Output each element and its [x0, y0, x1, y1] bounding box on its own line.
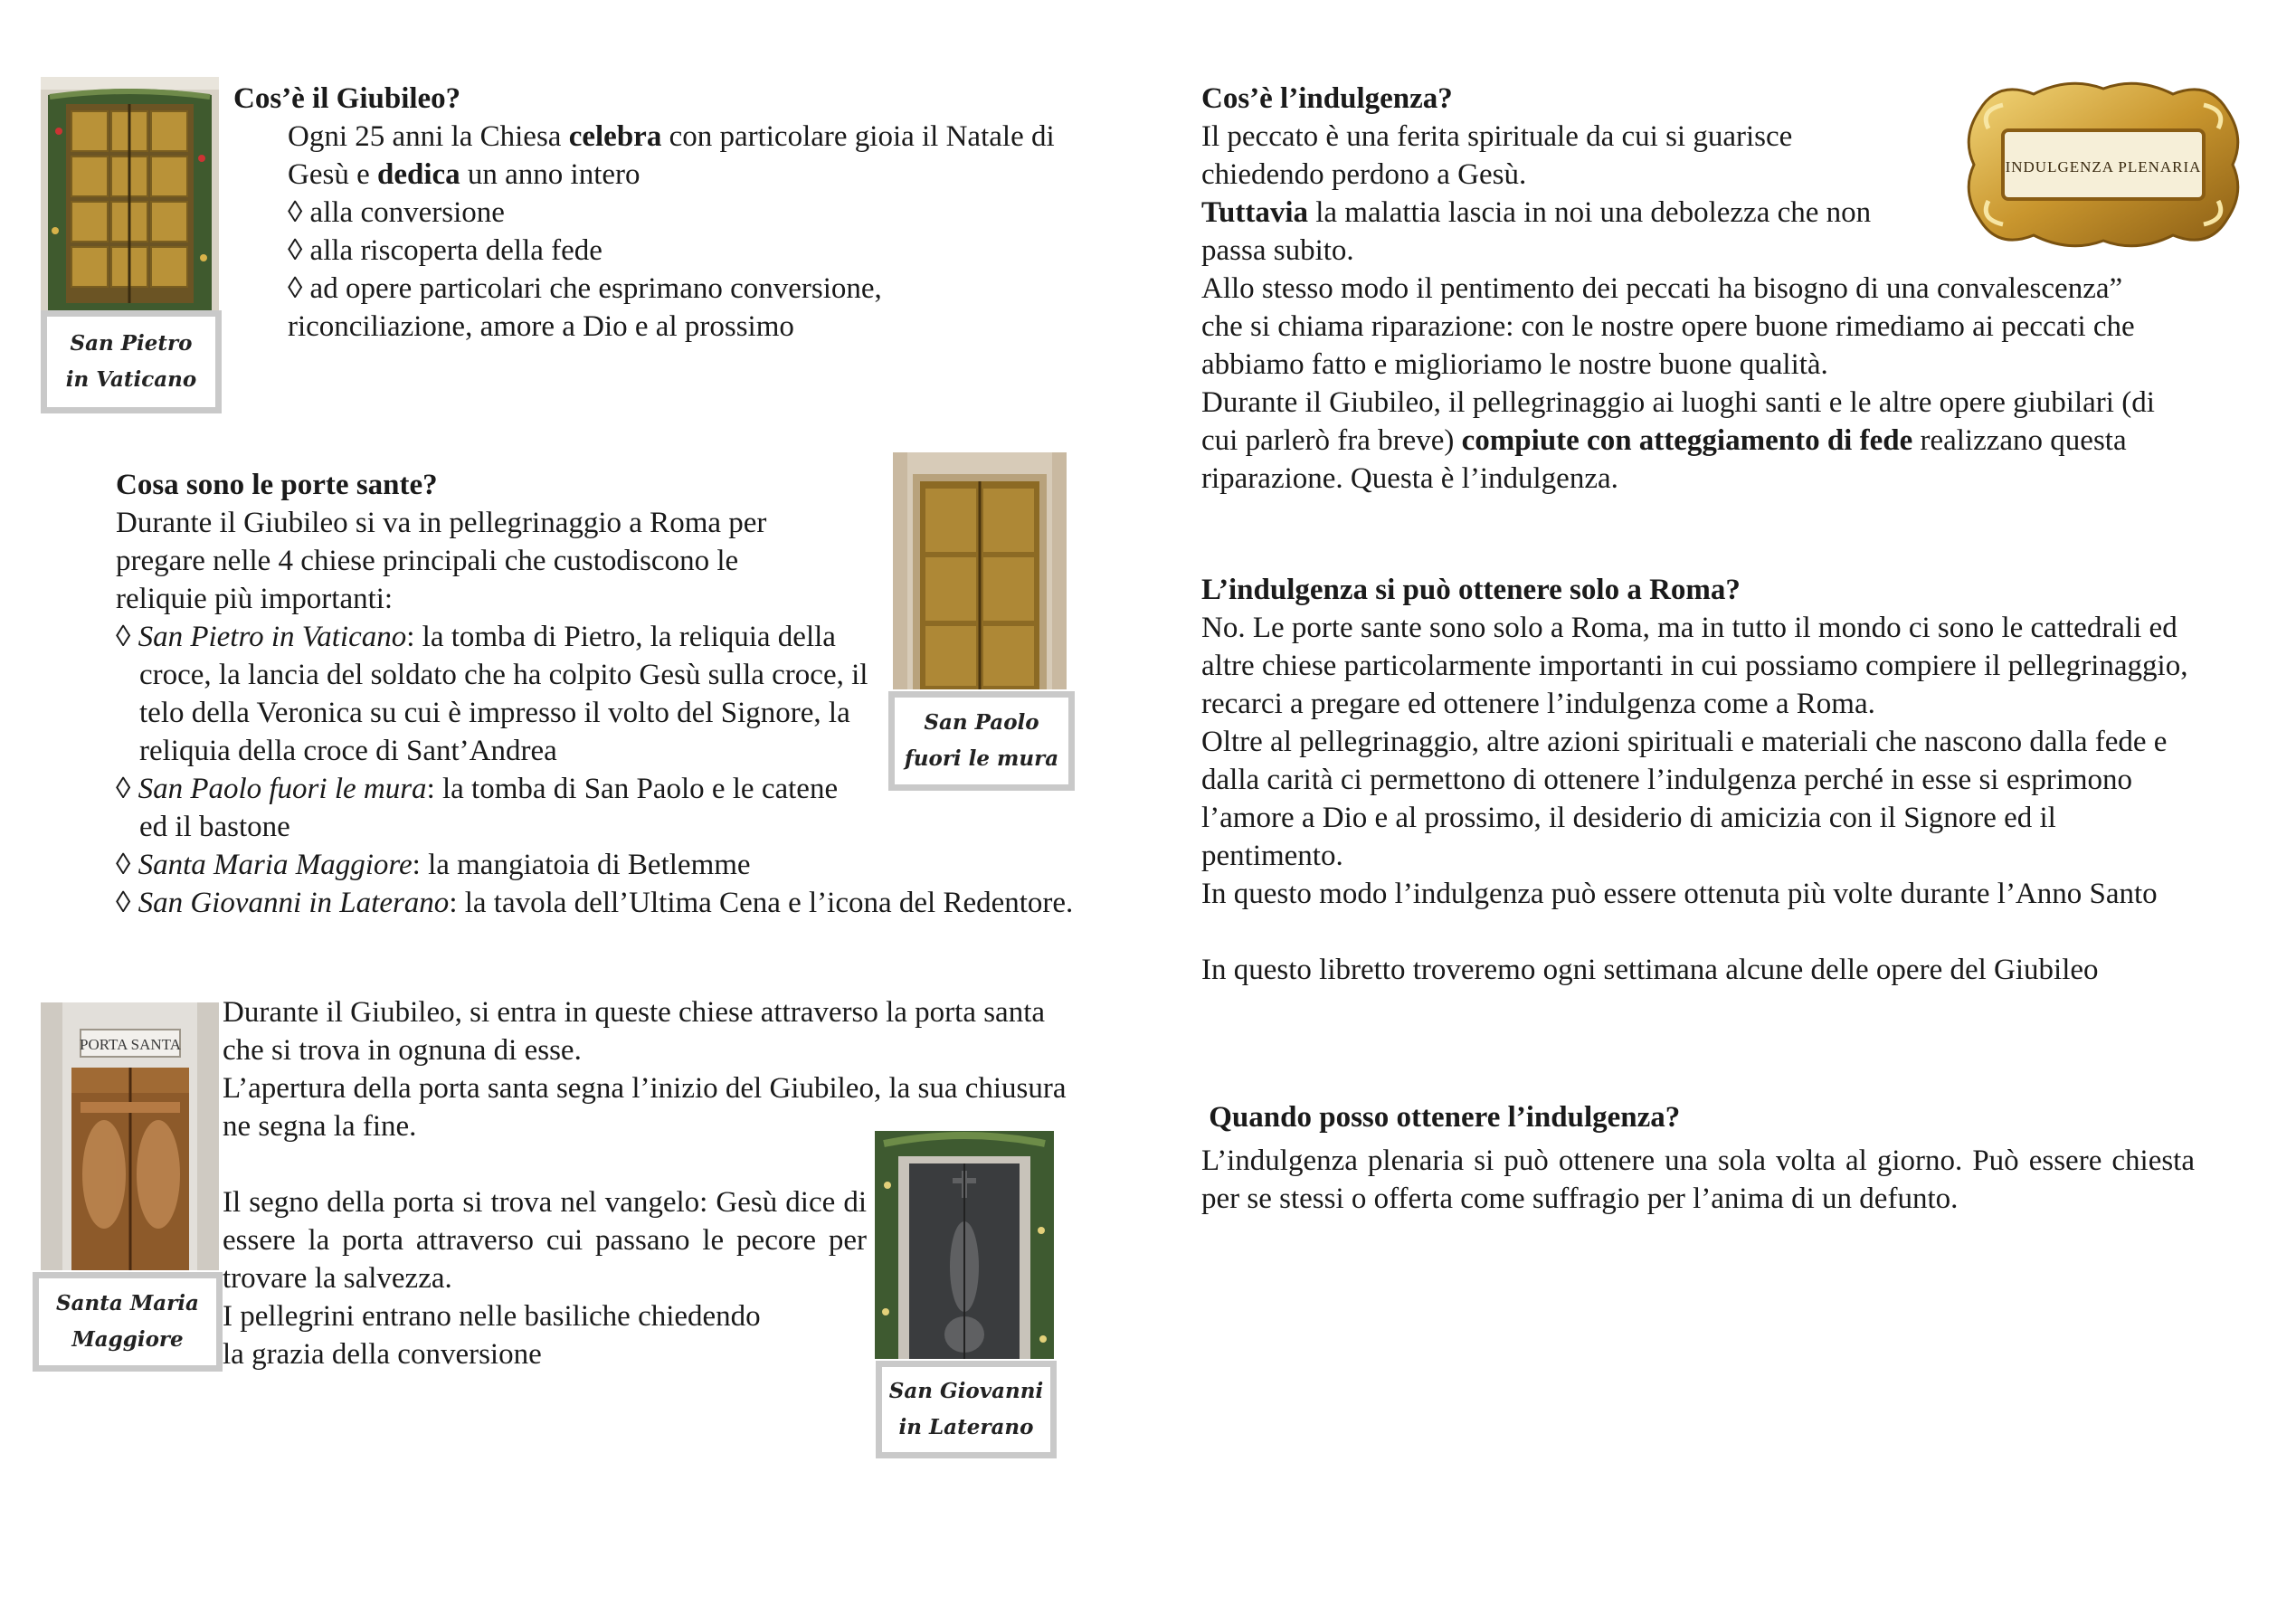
- porta-p2: L’apertura della porta santa segna l’inizio del Giubileo, la sua chiusura ne segna la fine.: [223, 1072, 1067, 1143]
- giubileo-intro: Ogni 25 anni la Chiesa celebra con particolare gioia il Natale di Gesù e dedica un anno intero: [288, 120, 1055, 191]
- plaque-text: INDULGENZA PLENARIA: [2005, 158, 2202, 176]
- giubileo-item: ◊ ad opere particolari che esprimano conversione, riconciliazione, amore a Dio e al prossimo: [288, 272, 882, 343]
- san-giovanni-door-photo: [875, 1131, 1054, 1359]
- santa-maria-caption: Santa Maria Maggiore: [33, 1272, 223, 1372]
- heading-giubileo: Cos’è il Giubileo?: [233, 82, 461, 115]
- section-giubileo: [233, 80, 1120, 346]
- roma-p2: Oltre al pellegrinaggio, altre azioni spirituali e materiali che nascono dalla fede e dalla carità ci permettono di ottenere l’indulgenza perché in esse si esprimono l’amore a Dio e al prossimo, il desiderio di amicizia con il Signore ed il pentimento.: [1201, 726, 2168, 872]
- roma-p3: In questo modo l’indulgenza può essere ottenuta più volte durante l’Anno Santo: [1201, 878, 2158, 910]
- santa-maria-door-photo: [41, 1002, 219, 1270]
- san-paolo-caption: San Paolo fuori le mura: [888, 691, 1075, 791]
- indulgenza-paragraph: Durante il Giubileo, il pellegrinaggio ai luoghi santi e le altre opere giubilari (di cui parlerò fra breve) compiute con atteggiamento di fede realizzano questa riparazione. Questa è l’indulgenza.: [1201, 386, 2155, 495]
- roma-p1: No. Le porte sante sono solo a Roma, ma in tutto il mondo ci sono le cattedrali ed altre chiese particolarmente importanti in cui possiamo compiere il pellegrinaggio, recarci a pregare ed ottenere l’indulgenza come a Roma.: [1201, 612, 2188, 720]
- indulgenza-line: chiedendo perdono a Gesù.: [1201, 158, 1527, 191]
- san-giovanni-caption: San Giovanni in Laterano: [876, 1361, 1057, 1458]
- indulgenza-line: Il peccato è una ferita spirituale da cui si guarisce: [1201, 120, 1793, 153]
- san-pietro-door-photo: [41, 77, 219, 310]
- porta-p4: I pellegrini entrano nelle basiliche chiedendo la grazia della conversione: [223, 1300, 761, 1371]
- section-porte-sante: [116, 466, 1080, 922]
- basilica-item: ◊ San Pietro in Vaticano: la tomba di Pietro, la reliquia della croce, la lancia del soldato che ha colpito Gesù sulla croce, il telo della Veronica su cui è impresso il volto del Signore, la reliquia della croce di Sant’Andrea: [116, 621, 868, 767]
- basilica-item: ◊ San Paolo fuori le mura: la tomba di San Paolo e le catene ed il bastone: [116, 773, 839, 843]
- heading-porte-sante: Cosa sono le porte sante?: [116, 469, 438, 501]
- roma-p4: In questo libretto troveremo ogni settimana alcune delle opere del Giubileo: [1201, 954, 2099, 986]
- porta-santa-sign: PORTA SANTA: [80, 1036, 181, 1053]
- porta-p1: Durante il Giubileo, si entra in queste chiese attraverso la porta santa che si trova in ognuna di esse.: [223, 996, 1046, 1067]
- indulgenza-line: passa subito.: [1201, 234, 1354, 267]
- giubileo-item: ◊ alla conversione: [288, 196, 505, 229]
- san-pietro-caption: San Pietro in Vaticano: [41, 310, 222, 413]
- section-indulgenza: [1201, 80, 2178, 498]
- porte-sante-intro: Durante il Giubileo si va in pellegrinaggio a Roma per pregare nelle 4 chiese principali che custodiscono le reliquie più importanti:: [116, 507, 767, 615]
- indulgenza-line: Tuttavia la malattia lascia in noi una debolezza che non: [1201, 196, 1872, 229]
- porta-p3: Il segno della porta si trova nel vangelo: Gesù dice di essere la porta attraverso cui passano le pecore per trovare la salvezza.: [223, 1186, 867, 1295]
- basilica-item: ◊ Santa Maria Maggiore: la mangiatoia di Betlemme: [116, 849, 751, 881]
- section-quando: [1201, 1098, 2195, 1218]
- basilica-item: ◊ San Giovanni in Laterano: la tavola dell’Ultima Cena e l’icona del Redentore.: [116, 887, 1074, 919]
- heading-roma: L’indulgenza si può ottenere solo a Roma?: [1201, 574, 1741, 606]
- heading-quando: Quando posso ottenere l’indulgenza?: [1201, 1101, 1681, 1134]
- indulgenza-paragraph: Allo stesso modo il pentimento dei peccati ha bisogno di una convalescenza” che si chiama riparazione: con le nostre opere buone rimediamo ai peccati che abbiamo fatto e miglioriamo le nostre buone qualità.: [1201, 272, 2135, 381]
- giubileo-item: ◊ alla riscoperta della fede: [288, 234, 602, 267]
- quando-p1: L’indulgenza plenaria si può ottenere una sola volta al giorno. Può essere chiesta per se stessi o offerta come suffragio per l’anima di un defunto.: [1201, 1144, 2195, 1215]
- section-roma: [1201, 571, 2196, 989]
- heading-indulgenza: Cos’è l’indulgenza?: [1201, 82, 1453, 115]
